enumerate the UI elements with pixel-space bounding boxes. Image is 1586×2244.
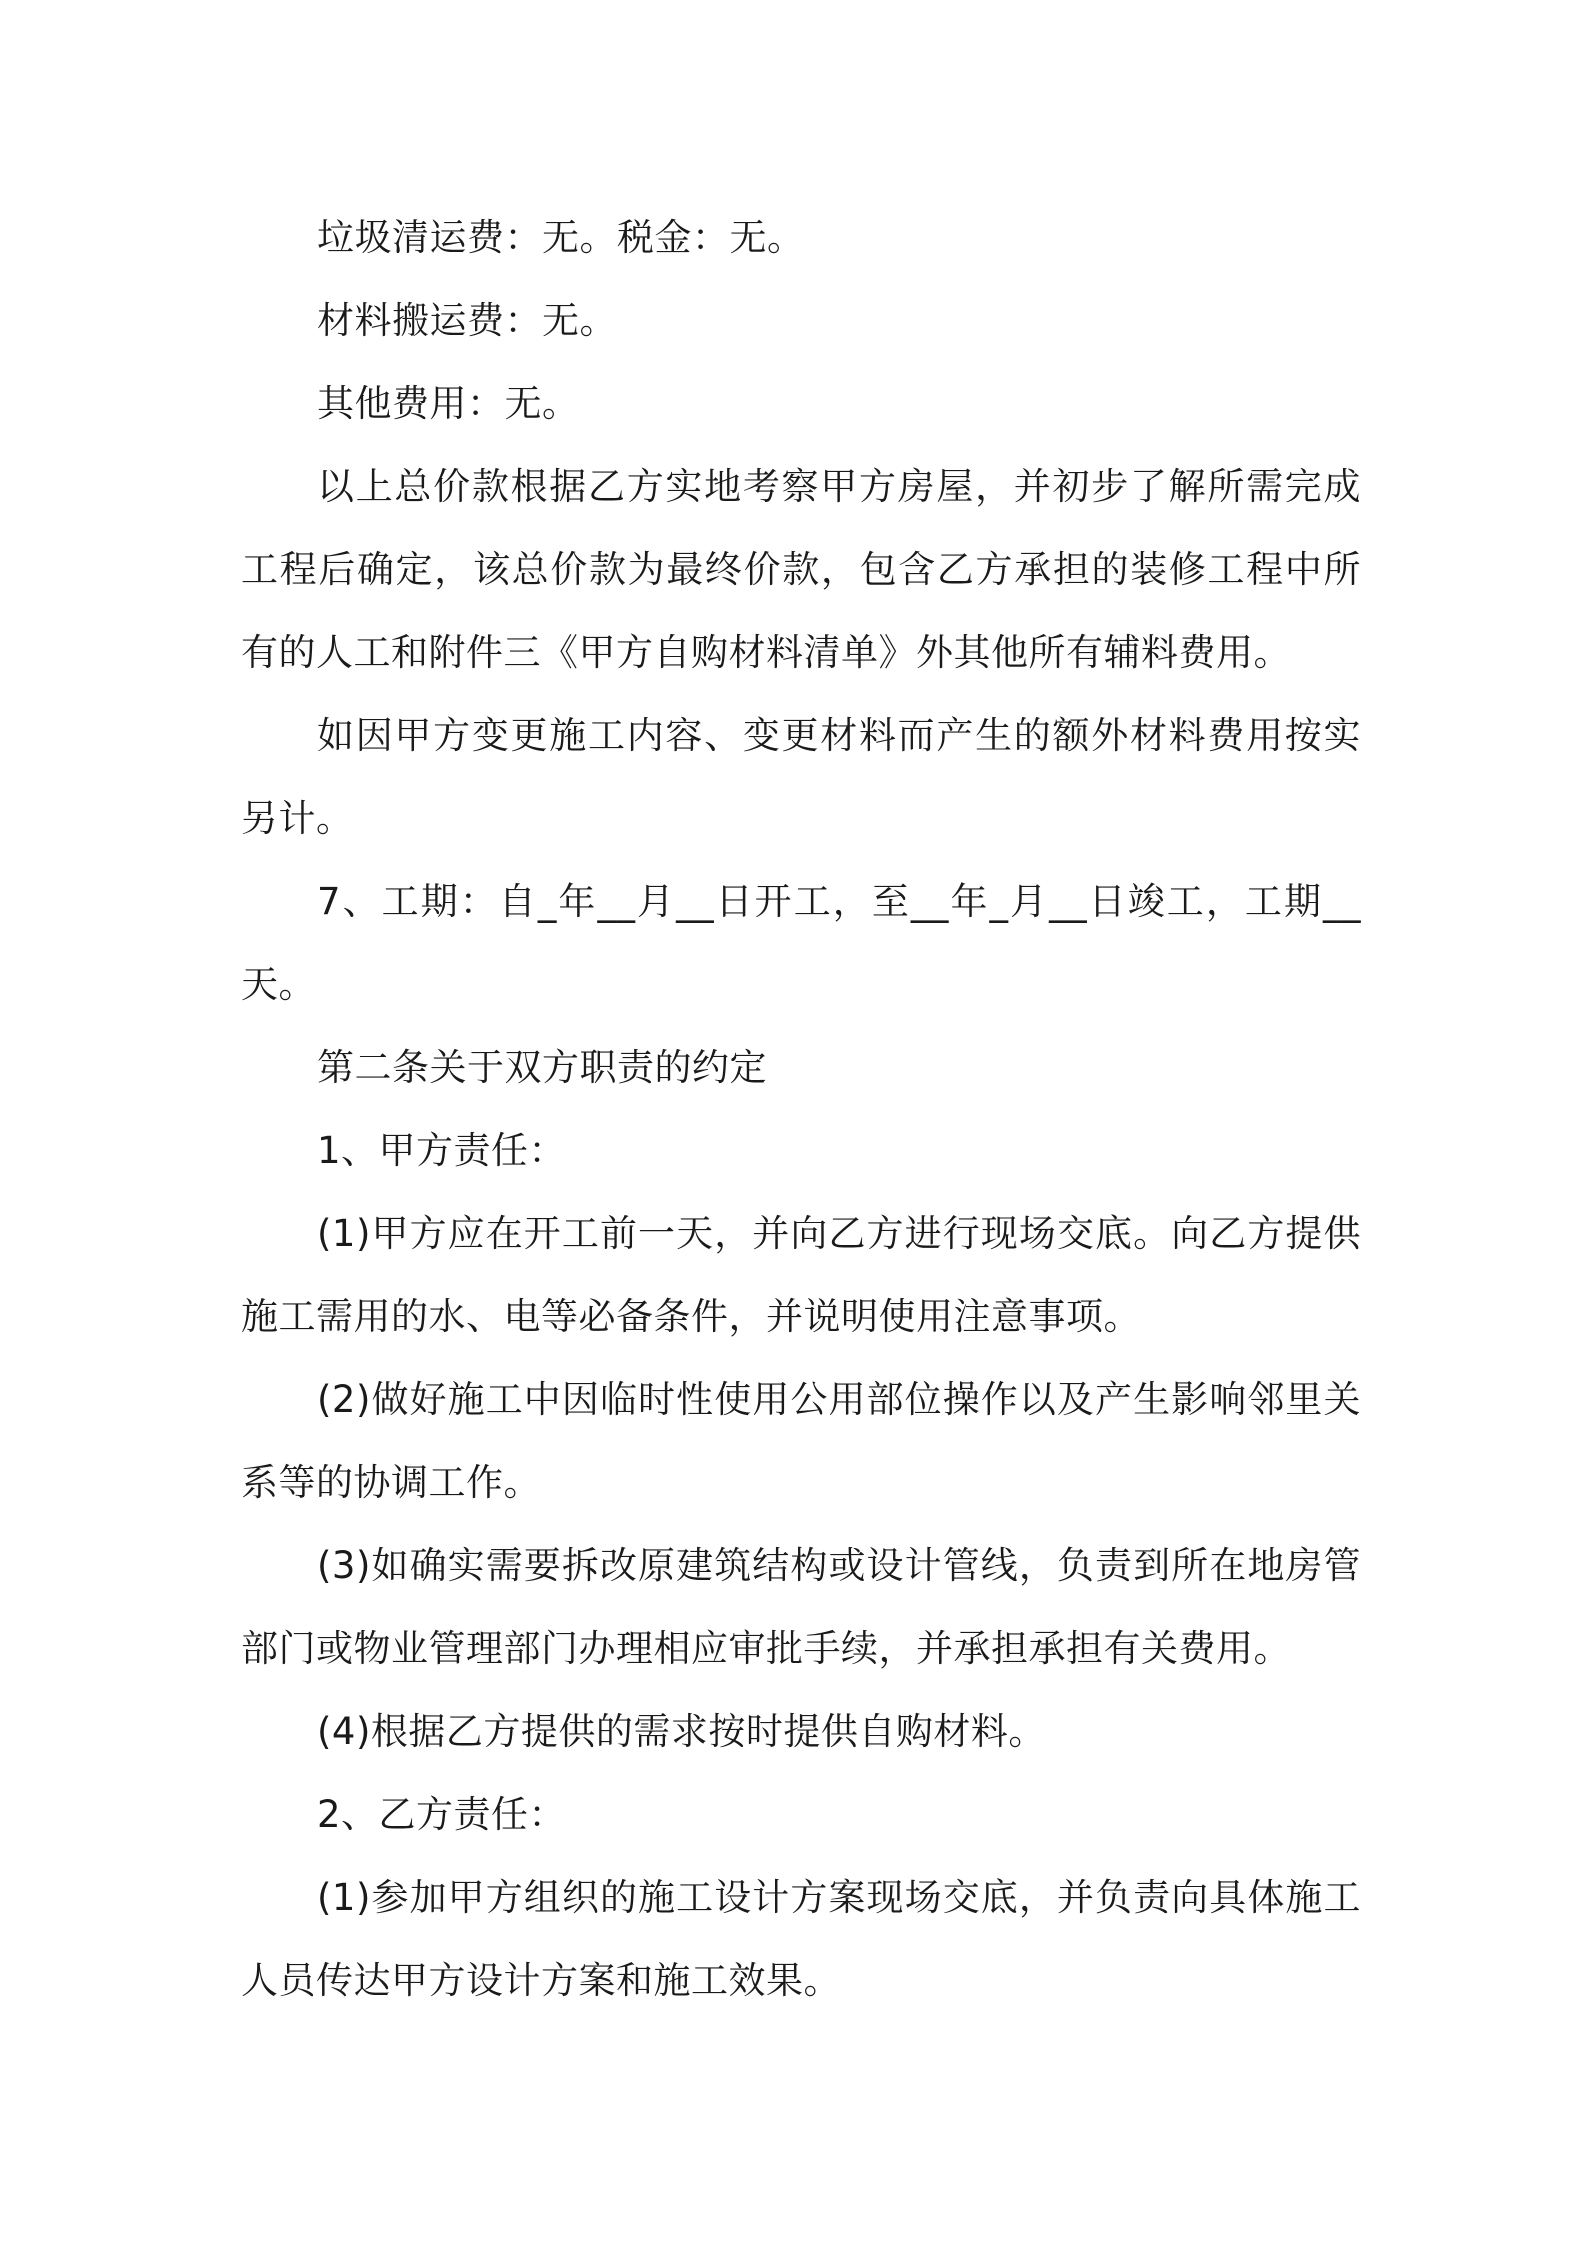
list-item-party-a-2: (2)做好施工中因临时性使用公用部位操作以及产生影响邻里关系等的协调工作。 bbox=[241, 1378, 1361, 1504]
list-item-party-b-1: (1)参加甲方组织的施工设计方案现场交底，并负责向具体施工人员传达甲方设计方案和施工效果。 bbox=[241, 1876, 1361, 2002]
subheading-party-a: 1、甲方责任： bbox=[317, 1129, 567, 1172]
document-body bbox=[241, 196, 1361, 2022]
list-item-party-a-3: (3)如确实需要拆改原建筑结构或设计管线，负责到所在地房管部门或物业管理部门办理相应审批手续，并承担承担有关费用。 bbox=[241, 1544, 1361, 1670]
section-heading-article-2: 第二条关于双方职责的约定 bbox=[317, 1046, 767, 1089]
paragraph-total-price: 以上总价款根据乙方实地考察甲方房屋，并初步了解所需完成工程后确定，该总价款为最终价款，包含乙方承担的装修工程中所有的人工和附件三《甲方自购材料清单》外其他所有辅料费用。 bbox=[241, 465, 1361, 674]
paragraph-schedule: 7、工期：自_年__月__日开工，至__年_月__日竣工，工期__天。 bbox=[241, 880, 1361, 1006]
list-item-party-a-1: (1)甲方应在开工前一天，并向乙方进行现场交底。向乙方提供施工需用的水、电等必备条件，并说明使用注意事项。 bbox=[241, 1212, 1361, 1338]
paragraph-fees-waste-tax: 垃圾清运费：无。税金：无。 bbox=[317, 216, 805, 259]
paragraph-fees-other: 其他费用：无。 bbox=[317, 382, 580, 425]
subheading-party-b: 2、乙方责任： bbox=[317, 1793, 567, 1836]
list-item-party-a-4: (4)根据乙方提供的需求按时提供自购材料。 bbox=[317, 1710, 1046, 1753]
paragraph-extra-costs: 如因甲方变更施工内容、变更材料而产生的额外材料费用按实另计。 bbox=[241, 714, 1361, 840]
paragraph-fees-transport: 材料搬运费：无。 bbox=[317, 299, 617, 342]
